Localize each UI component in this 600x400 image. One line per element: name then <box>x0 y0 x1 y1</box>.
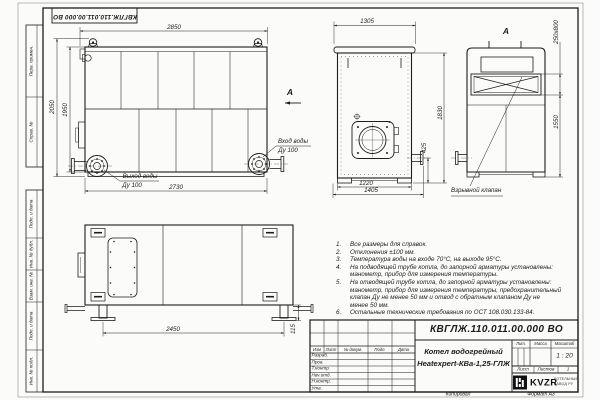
dim-front-nozzle: 425 <box>420 142 428 154</box>
tb-role-tkontr: Т.контр. <box>311 366 331 371</box>
margin-label-vzam-inv: Взам. инв. № <box>28 271 34 301</box>
kvzr-logo-mark <box>513 376 527 390</box>
note-number: 6. <box>336 309 342 317</box>
margin-label-inv-podl: Инв. № подл. <box>28 356 34 386</box>
dim-front-height: 1830 <box>436 106 444 120</box>
tb-role-utv: Утв. <box>311 385 322 391</box>
side-view <box>54 27 312 194</box>
rear-view-label: А <box>502 25 510 36</box>
tb-role-razrab: Разраб. <box>311 353 329 358</box>
note-line <box>336 309 561 317</box>
tb-sheets-value: 1 <box>566 366 570 372</box>
rear-view <box>451 41 563 196</box>
format-label: Формат А3 <box>527 391 555 398</box>
kvzr-logo-sub1: КОТЕЛЬНЫЙ <box>554 376 579 381</box>
tb-role-nkontr: Н.контр. <box>311 379 331 384</box>
tb-role-prov: Пров. <box>311 359 324 365</box>
product-name-line1: Котел водогрейный <box>424 347 503 357</box>
outlet-label: Выход воды <box>122 172 158 180</box>
note-line <box>336 256 561 264</box>
margin-label-sprav-no: Справ. № <box>28 121 34 143</box>
note-line <box>336 271 561 279</box>
tb-sheet-label: Лист <box>517 366 529 372</box>
tb-lit-label: Лит. <box>516 340 526 346</box>
note-line <box>336 294 561 302</box>
dim-rear-slot: 250x800 <box>552 20 560 44</box>
tb-role-nachotd: Нач.отд. <box>311 372 331 378</box>
dim-side-height-inner: 1950 <box>61 103 69 117</box>
note-number: 1. <box>336 241 342 248</box>
dim-rear-height: 1550 <box>552 115 560 129</box>
note-text: клапан Ду не менее 50 мм и отвод с обратным клапаном Ду не <box>350 294 540 302</box>
tb-header-data: Дата <box>397 346 410 352</box>
outlet-dn-label: Ду 100 <box>122 181 142 189</box>
sheet-frame <box>18 3 583 397</box>
tb-header-podp: Подп. <box>374 346 386 352</box>
tb-scale-label: Масштаб <box>554 340 575 346</box>
dim-plan-length: 2450 <box>166 325 180 333</box>
inlet-dn-label: Ду 100 <box>278 146 298 154</box>
copied-label: Копировал <box>445 391 471 398</box>
tb-mass-label: Масса <box>534 340 547 346</box>
tb-header-izm: Изм <box>313 346 321 352</box>
dim-front-width-inner: 1220 <box>359 179 373 187</box>
margin-label-perv-primen: Перв. примен. <box>28 45 34 77</box>
note-text: Все размеры для справок. <box>350 241 428 248</box>
note-text: На отводящей трубе котла, до запорной арматуры установлены: <box>350 278 552 286</box>
note-number: 4. <box>336 263 342 271</box>
dim-plan-foot: 115 <box>289 324 297 334</box>
top-stamp-doc-number: КВГЛЖ.110.011.00.000 ВО <box>52 12 137 20</box>
technical-notes <box>336 241 561 317</box>
plan-view <box>65 225 313 337</box>
front-view <box>333 22 447 199</box>
note-number: 5. <box>336 278 342 286</box>
note-line <box>336 279 561 287</box>
note-number: 2. <box>336 248 342 256</box>
inlet-label: Вход воды <box>277 137 309 145</box>
note-text: манометр, прибор для измерения температуры. <box>350 271 498 279</box>
note-text: На подводящей трубе котла, до запорной арматуры установлены: <box>350 263 554 271</box>
tb-scale-value: 1 : 20 <box>556 352 573 360</box>
note-text: менее 50 мм. <box>350 301 390 309</box>
dim-front-width-outer: 1405 <box>364 186 378 194</box>
dim-side-height-outer: 2050 <box>48 100 56 114</box>
note-text: Температура воды на входе 70°С, на выходе 95°С. <box>350 256 502 264</box>
note-text: Остальные технические требования по ОСТ 108.030.133-84. <box>350 309 535 317</box>
tb-header-list: Лист <box>325 346 337 352</box>
product-name-line2: Heatexpert-КВа-1,25-ГЛЖ <box>417 359 510 369</box>
tb-sheets-label: Листов <box>537 366 555 372</box>
section-arrow-label: А <box>286 86 294 97</box>
note-number: 3. <box>336 256 342 264</box>
dim-side-width-top: 2850 <box>167 23 181 31</box>
margin-label-podp-data-1: Подп. и дата <box>28 199 34 229</box>
note-text: Отклонения ±100 мм. <box>350 248 416 256</box>
dim-front-width-top: 1305 <box>360 17 374 25</box>
note-text: манометр, прибор для измерения температуры, предохранительный <box>350 286 562 294</box>
dim-side-width-bottom: 2730 <box>169 183 183 191</box>
margin-label-podp-data-2: Подп. и дата <box>28 311 34 341</box>
tb-header-dokum: № докум. <box>343 346 363 352</box>
title-doc-number: КВГЛЖ.110.011.00.000 ВО <box>429 324 564 335</box>
kvzr-logo-text: KVZR <box>530 376 558 388</box>
explosion-valve-label: Взрывной клапан <box>451 186 502 194</box>
note-line <box>336 241 561 249</box>
margin-label-inv-dubl: Инв. № дубл. <box>28 239 34 269</box>
kvzr-logo-sub2: ЗАВОД РУ <box>554 381 574 386</box>
